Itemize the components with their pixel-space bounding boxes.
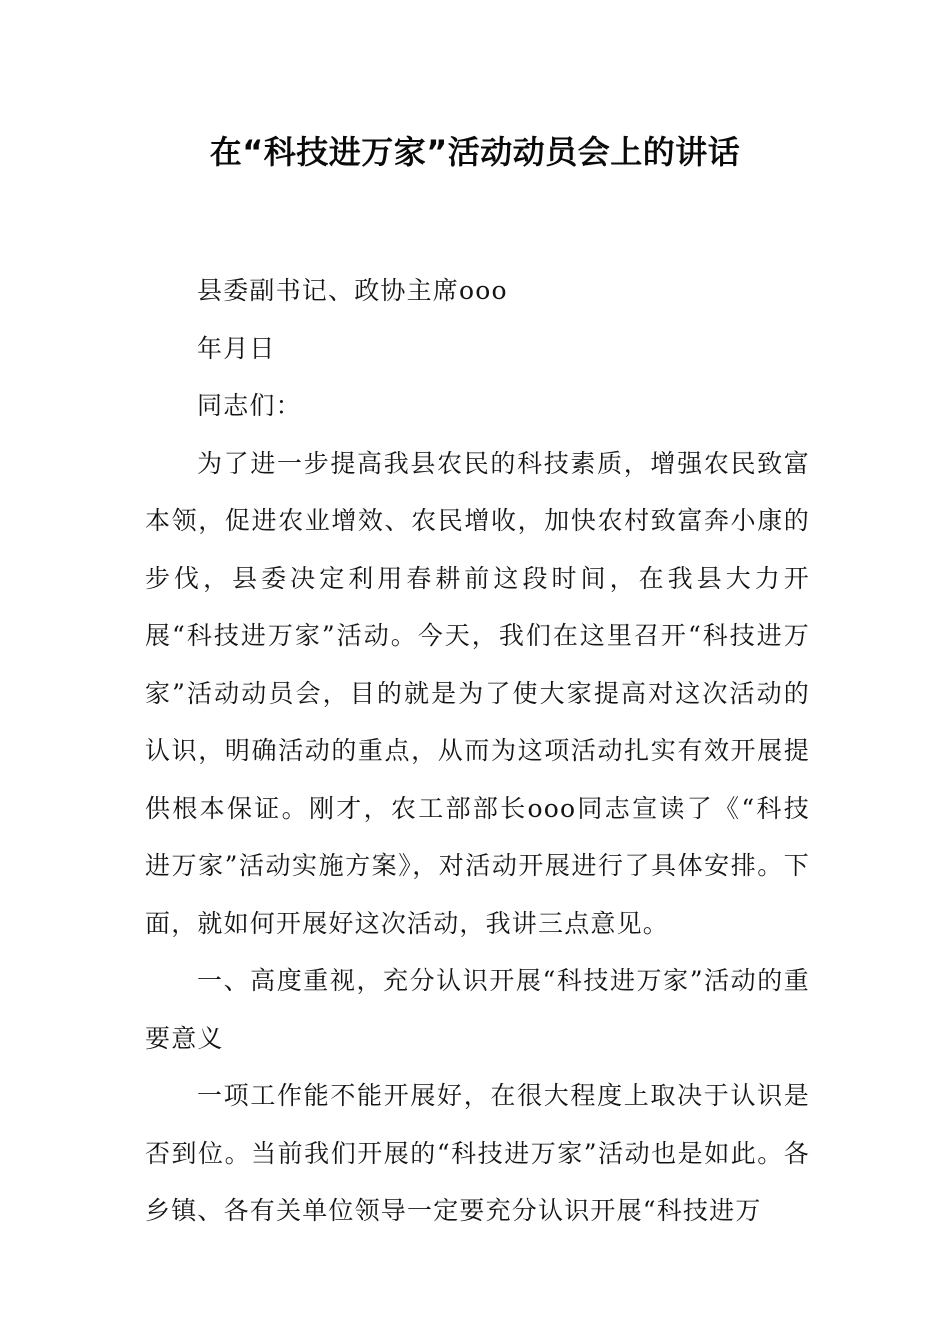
date-line: 年月日 [197,333,276,363]
section-heading: 一、高度重视，充分认识开展“科技进万家”活动的重要意义 [145,966,810,1053]
author-line: 县委副书记、政协主席ooo [197,276,508,305]
page-title: 在“科技进万家”活动动员会上的讲话 [209,133,741,171]
body-paragraph: 一项工作能不能开展好，在很大程度上取决于认识是否到位。当前我们开展的“科技进万家”活动也是如此。各乡镇、各有关单位领导一定要充分认识开展“科技进万 [145,1081,810,1225]
intro-paragraph: 为了进一步提高我县农民的科技素质，增强农民致富本领，促进农业增效、农民增收，加快农村致富奔小康的步伐，县委决定利用春耕前这段时间，在我县大力开展“科技进万家”活动。今天，我们在这里召开“科技进万家”活动动员会，目的就是为了使大家提高对这次活动的认识，明确活动的重点，从而为这项活动扎实有效开展提供根本保证。刚才，农工部部长ooo同志宣读了《“科技进万家”活动实施方案》，对活动开展进行了具体安排。下面，就如何开展好这次活动，我讲三点意见。 [145,448,810,938]
document-body [145,262,810,1240]
salutation: 同志们： [197,391,302,420]
